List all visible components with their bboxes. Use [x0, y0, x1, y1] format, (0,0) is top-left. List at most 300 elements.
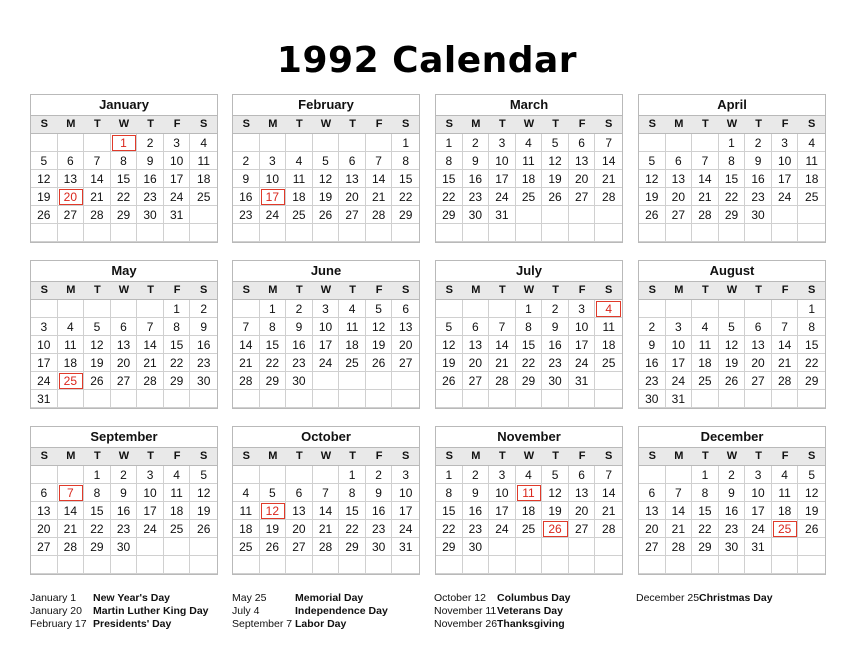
day-cell: 25	[164, 520, 191, 538]
day-cell: 19	[31, 188, 58, 206]
day-cell: 14	[366, 170, 393, 188]
page-title: 1992 Calendar	[276, 40, 578, 81]
day-cell: 28	[772, 372, 799, 390]
day-cell: 5	[436, 318, 463, 336]
day-cell: 30	[719, 538, 746, 556]
empty-day-cell	[719, 300, 746, 318]
empty-day-cell	[111, 224, 138, 242]
weekday-label: S	[402, 284, 410, 296]
weekday-label: T	[296, 118, 303, 130]
holiday-date: December 25	[636, 592, 700, 604]
day-cell: 7	[84, 152, 111, 170]
day-cell: 4	[798, 134, 825, 152]
holiday-date: October 12	[434, 592, 486, 604]
day-cell: 10	[772, 152, 799, 170]
day-cell: 9	[233, 170, 260, 188]
day-cell: 28	[84, 206, 111, 224]
month-april	[638, 94, 826, 243]
day-cell: 6	[745, 318, 772, 336]
weekday-label: W	[726, 118, 738, 130]
day-cell: 18	[772, 502, 799, 520]
day-grid	[639, 134, 825, 242]
day-cell: 19	[260, 520, 287, 538]
weekday-label: T	[147, 118, 154, 130]
day-cell: 19	[719, 354, 746, 372]
day-cell: 15	[164, 336, 191, 354]
day-cell: 12	[639, 170, 666, 188]
weekday-label: S	[648, 284, 656, 296]
holiday-column	[30, 592, 209, 631]
weekday-label: W	[118, 118, 130, 130]
day-cell: 11	[595, 318, 622, 336]
day-cell: 29	[436, 206, 463, 224]
weekday-label: W	[118, 450, 130, 462]
empty-day-cell	[58, 466, 85, 484]
weekday-label: T	[349, 284, 356, 296]
holiday-name: Memorial Day	[295, 592, 364, 604]
month-july	[435, 260, 623, 409]
day-cell: 16	[233, 188, 260, 206]
day-cell: 14	[692, 170, 719, 188]
day-cell: 22	[392, 188, 419, 206]
day-cell: 28	[366, 206, 393, 224]
empty-day-cell	[692, 390, 719, 408]
day-cell: 13	[392, 318, 419, 336]
month-march	[435, 94, 623, 243]
day-cell: 6	[339, 152, 366, 170]
day-cell: 14	[84, 170, 111, 188]
day-cell: 20	[639, 520, 666, 538]
weekday-label: S	[402, 450, 410, 462]
day-cell: 19	[313, 188, 340, 206]
day-cell: 22	[260, 354, 287, 372]
empty-day-cell	[489, 390, 516, 408]
day-cell: 18	[595, 336, 622, 354]
day-cell: 28	[137, 372, 164, 390]
day-cell: 9	[366, 484, 393, 502]
day-cell: 22	[798, 354, 825, 372]
weekday-header	[233, 282, 419, 300]
empty-day-cell	[339, 372, 366, 390]
holiday-day-cell: 4	[595, 300, 622, 318]
day-cell: 5	[542, 466, 569, 484]
empty-day-cell	[666, 466, 693, 484]
day-cell: 26	[366, 354, 393, 372]
weekday-label: M	[66, 450, 76, 462]
weekday-label: T	[147, 284, 154, 296]
weekday-label: M	[268, 284, 278, 296]
day-cell: 27	[31, 538, 58, 556]
day-cell: 26	[190, 520, 217, 538]
weekday-label: S	[808, 284, 816, 296]
day-cell: 23	[111, 520, 138, 538]
day-cell: 24	[489, 188, 516, 206]
day-cell: 16	[286, 336, 313, 354]
day-cell: 2	[190, 300, 217, 318]
day-grid	[233, 300, 419, 408]
day-cell: 11	[286, 170, 313, 188]
day-cell: 10	[137, 484, 164, 502]
day-cell: 3	[745, 466, 772, 484]
day-cell: 23	[190, 354, 217, 372]
day-cell: 13	[666, 170, 693, 188]
weekday-label: M	[674, 284, 684, 296]
holiday-item	[232, 592, 388, 605]
day-cell: 11	[772, 484, 799, 502]
empty-day-cell	[436, 224, 463, 242]
empty-day-cell	[692, 224, 719, 242]
day-cell: 2	[719, 466, 746, 484]
weekday-label: F	[578, 284, 586, 296]
weekday-label: F	[578, 118, 586, 130]
day-cell: 16	[463, 502, 490, 520]
day-cell: 17	[489, 170, 516, 188]
empty-day-cell	[313, 556, 340, 574]
month-name: November	[436, 427, 622, 448]
empty-day-cell	[666, 556, 693, 574]
weekday-label: F	[173, 118, 181, 130]
weekday-label: T	[552, 450, 559, 462]
weekday-label: S	[605, 284, 613, 296]
day-cell: 18	[233, 520, 260, 538]
day-cell: 16	[137, 170, 164, 188]
empty-day-cell	[772, 556, 799, 574]
empty-day-cell	[137, 390, 164, 408]
day-cell: 30	[745, 206, 772, 224]
empty-day-cell	[463, 556, 490, 574]
month-october	[232, 426, 420, 575]
day-cell: 19	[366, 336, 393, 354]
weekday-header	[436, 448, 622, 466]
weekday-label: T	[296, 450, 303, 462]
empty-day-cell	[745, 390, 772, 408]
day-cell: 15	[84, 502, 111, 520]
weekday-label: T	[755, 450, 762, 462]
day-cell: 22	[84, 520, 111, 538]
weekday-header	[233, 116, 419, 134]
empty-day-cell	[164, 390, 191, 408]
day-cell: 3	[392, 466, 419, 484]
day-cell: 15	[436, 502, 463, 520]
empty-day-cell	[313, 134, 340, 152]
weekday-label: T	[349, 118, 356, 130]
holiday-item	[30, 618, 209, 631]
day-cell: 10	[392, 484, 419, 502]
day-cell: 6	[286, 484, 313, 502]
day-cell: 6	[58, 152, 85, 170]
day-cell: 12	[313, 170, 340, 188]
day-cell: 5	[719, 318, 746, 336]
day-cell: 17	[745, 502, 772, 520]
empty-day-cell	[489, 224, 516, 242]
day-cell: 22	[164, 354, 191, 372]
empty-day-cell	[58, 300, 85, 318]
day-cell: 10	[489, 484, 516, 502]
empty-day-cell	[233, 300, 260, 318]
weekday-label: S	[605, 118, 613, 130]
weekday-header	[31, 448, 217, 466]
day-cell: 31	[569, 372, 596, 390]
day-cell: 16	[719, 502, 746, 520]
day-cell: 4	[692, 318, 719, 336]
month-december	[638, 426, 826, 575]
day-cell: 23	[463, 520, 490, 538]
empty-day-cell	[798, 206, 825, 224]
holiday-item	[636, 592, 773, 605]
day-cell: 21	[666, 520, 693, 538]
weekday-label: T	[296, 284, 303, 296]
day-cell: 1	[436, 134, 463, 152]
weekday-label: T	[552, 118, 559, 130]
holiday-day-cell: 25	[772, 520, 799, 538]
empty-day-cell	[339, 556, 366, 574]
day-cell: 20	[463, 354, 490, 372]
day-cell: 27	[58, 206, 85, 224]
empty-day-cell	[489, 300, 516, 318]
day-cell: 18	[58, 354, 85, 372]
weekday-label: F	[173, 450, 181, 462]
day-cell: 14	[137, 336, 164, 354]
day-cell: 15	[111, 170, 138, 188]
day-cell: 26	[639, 206, 666, 224]
day-cell: 24	[31, 372, 58, 390]
empty-day-cell	[233, 134, 260, 152]
day-cell: 19	[190, 502, 217, 520]
weekday-label: M	[268, 450, 278, 462]
empty-day-cell	[516, 390, 543, 408]
day-cell: 13	[639, 502, 666, 520]
day-cell: 23	[463, 188, 490, 206]
day-cell: 8	[692, 484, 719, 502]
day-cell: 30	[366, 538, 393, 556]
weekday-label: W	[523, 284, 535, 296]
day-grid	[31, 466, 217, 574]
day-cell: 12	[436, 336, 463, 354]
weekday-label: F	[375, 284, 383, 296]
day-cell: 4	[772, 466, 799, 484]
holiday-name: Christmas Day	[699, 592, 773, 604]
month-name: July	[436, 261, 622, 282]
empty-day-cell	[772, 390, 799, 408]
weekday-label: S	[200, 450, 208, 462]
day-cell: 3	[489, 134, 516, 152]
day-cell: 1	[719, 134, 746, 152]
day-cell: 10	[666, 336, 693, 354]
day-cell: 24	[745, 520, 772, 538]
day-cell: 6	[392, 300, 419, 318]
day-cell: 11	[164, 484, 191, 502]
day-cell: 22	[692, 520, 719, 538]
empty-day-cell	[595, 224, 622, 242]
empty-day-cell	[286, 224, 313, 242]
day-cell: 14	[595, 152, 622, 170]
weekday-label: M	[471, 284, 481, 296]
empty-day-cell	[137, 224, 164, 242]
day-cell: 28	[595, 188, 622, 206]
holiday-name: Veterans Day	[497, 605, 563, 617]
weekday-label: S	[605, 450, 613, 462]
day-cell: 12	[542, 152, 569, 170]
empty-day-cell	[233, 466, 260, 484]
day-cell: 11	[798, 152, 825, 170]
day-cell: 17	[137, 502, 164, 520]
day-cell: 29	[719, 206, 746, 224]
day-cell: 15	[798, 336, 825, 354]
empty-day-cell	[58, 556, 85, 574]
day-cell: 16	[190, 336, 217, 354]
empty-day-cell	[489, 556, 516, 574]
day-cell: 27	[745, 372, 772, 390]
holiday-day-cell: 20	[58, 188, 85, 206]
day-cell: 21	[692, 188, 719, 206]
empty-day-cell	[489, 538, 516, 556]
weekday-label: W	[726, 284, 738, 296]
empty-day-cell	[569, 538, 596, 556]
empty-day-cell	[569, 224, 596, 242]
empty-day-cell	[31, 466, 58, 484]
day-cell: 2	[639, 318, 666, 336]
empty-day-cell	[339, 134, 366, 152]
day-cell: 9	[542, 318, 569, 336]
day-cell: 2	[137, 134, 164, 152]
weekday-label: M	[66, 284, 76, 296]
day-cell: 15	[516, 336, 543, 354]
holiday-day-cell: 1	[111, 134, 138, 152]
holiday-day-cell: 26	[542, 520, 569, 538]
day-cell: 10	[745, 484, 772, 502]
day-cell: 24	[392, 520, 419, 538]
day-cell: 11	[233, 502, 260, 520]
month-august	[638, 260, 826, 409]
empty-day-cell	[84, 300, 111, 318]
empty-day-cell	[164, 556, 191, 574]
day-cell: 1	[798, 300, 825, 318]
day-cell: 31	[666, 390, 693, 408]
day-cell: 10	[313, 318, 340, 336]
day-cell: 23	[745, 188, 772, 206]
month-name: August	[639, 261, 825, 282]
day-cell: 26	[719, 372, 746, 390]
empty-day-cell	[666, 224, 693, 242]
day-cell: 29	[516, 372, 543, 390]
day-cell: 18	[286, 188, 313, 206]
empty-day-cell	[595, 206, 622, 224]
holiday-item	[30, 605, 209, 618]
day-cell: 12	[366, 318, 393, 336]
day-cell: 21	[772, 354, 799, 372]
month-january	[30, 94, 218, 243]
day-cell: 13	[31, 502, 58, 520]
day-cell: 8	[339, 484, 366, 502]
holiday-item	[434, 618, 571, 631]
day-cell: 29	[392, 206, 419, 224]
day-cell: 4	[164, 466, 191, 484]
holiday-item	[232, 605, 388, 618]
empty-day-cell	[666, 134, 693, 152]
day-cell: 20	[286, 520, 313, 538]
empty-day-cell	[798, 538, 825, 556]
weekday-label: T	[755, 284, 762, 296]
weekday-label: T	[702, 118, 709, 130]
empty-day-cell	[58, 134, 85, 152]
empty-day-cell	[190, 206, 217, 224]
day-cell: 31	[392, 538, 419, 556]
weekday-header	[31, 116, 217, 134]
day-cell: 15	[392, 170, 419, 188]
day-cell: 16	[111, 502, 138, 520]
day-cell: 13	[569, 484, 596, 502]
day-cell: 5	[542, 134, 569, 152]
day-grid	[31, 300, 217, 408]
empty-day-cell	[639, 466, 666, 484]
day-cell: 7	[772, 318, 799, 336]
day-cell: 8	[111, 152, 138, 170]
empty-day-cell	[260, 134, 287, 152]
day-cell: 18	[516, 502, 543, 520]
empty-day-cell	[772, 206, 799, 224]
weekday-label: T	[94, 450, 101, 462]
day-cell: 28	[666, 538, 693, 556]
empty-day-cell	[111, 556, 138, 574]
empty-day-cell	[516, 206, 543, 224]
month-june	[232, 260, 420, 409]
day-cell: 13	[58, 170, 85, 188]
day-cell: 24	[489, 520, 516, 538]
day-cell: 29	[339, 538, 366, 556]
weekday-label: W	[726, 450, 738, 462]
day-cell: 29	[111, 206, 138, 224]
holiday-day-cell: 7	[58, 484, 85, 502]
day-cell: 27	[569, 188, 596, 206]
month-name: March	[436, 95, 622, 116]
day-cell: 13	[463, 336, 490, 354]
empty-day-cell	[313, 224, 340, 242]
weekday-header	[639, 448, 825, 466]
holiday-item	[30, 592, 209, 605]
empty-day-cell	[313, 372, 340, 390]
empty-day-cell	[595, 556, 622, 574]
day-cell: 29	[260, 372, 287, 390]
weekday-label: T	[94, 118, 101, 130]
day-cell: 25	[692, 372, 719, 390]
day-cell: 12	[798, 484, 825, 502]
empty-day-cell	[233, 390, 260, 408]
day-cell: 23	[233, 206, 260, 224]
day-cell: 31	[489, 206, 516, 224]
weekday-label: S	[242, 284, 250, 296]
empty-day-cell	[84, 224, 111, 242]
empty-day-cell	[595, 538, 622, 556]
day-cell: 25	[190, 188, 217, 206]
day-cell: 31	[164, 206, 191, 224]
day-cell: 30	[111, 538, 138, 556]
weekday-label: W	[523, 450, 535, 462]
day-cell: 27	[639, 538, 666, 556]
day-cell: 27	[111, 372, 138, 390]
holiday-name: New Year's Day	[93, 592, 171, 604]
empty-day-cell	[569, 556, 596, 574]
day-grid	[233, 134, 419, 242]
weekday-label: T	[499, 450, 506, 462]
empty-day-cell	[542, 224, 569, 242]
weekday-label: W	[523, 118, 535, 130]
day-cell: 3	[569, 300, 596, 318]
day-cell: 12	[719, 336, 746, 354]
month-november	[435, 426, 623, 575]
day-cell: 3	[313, 300, 340, 318]
day-cell: 1	[436, 466, 463, 484]
weekday-label: F	[781, 118, 789, 130]
